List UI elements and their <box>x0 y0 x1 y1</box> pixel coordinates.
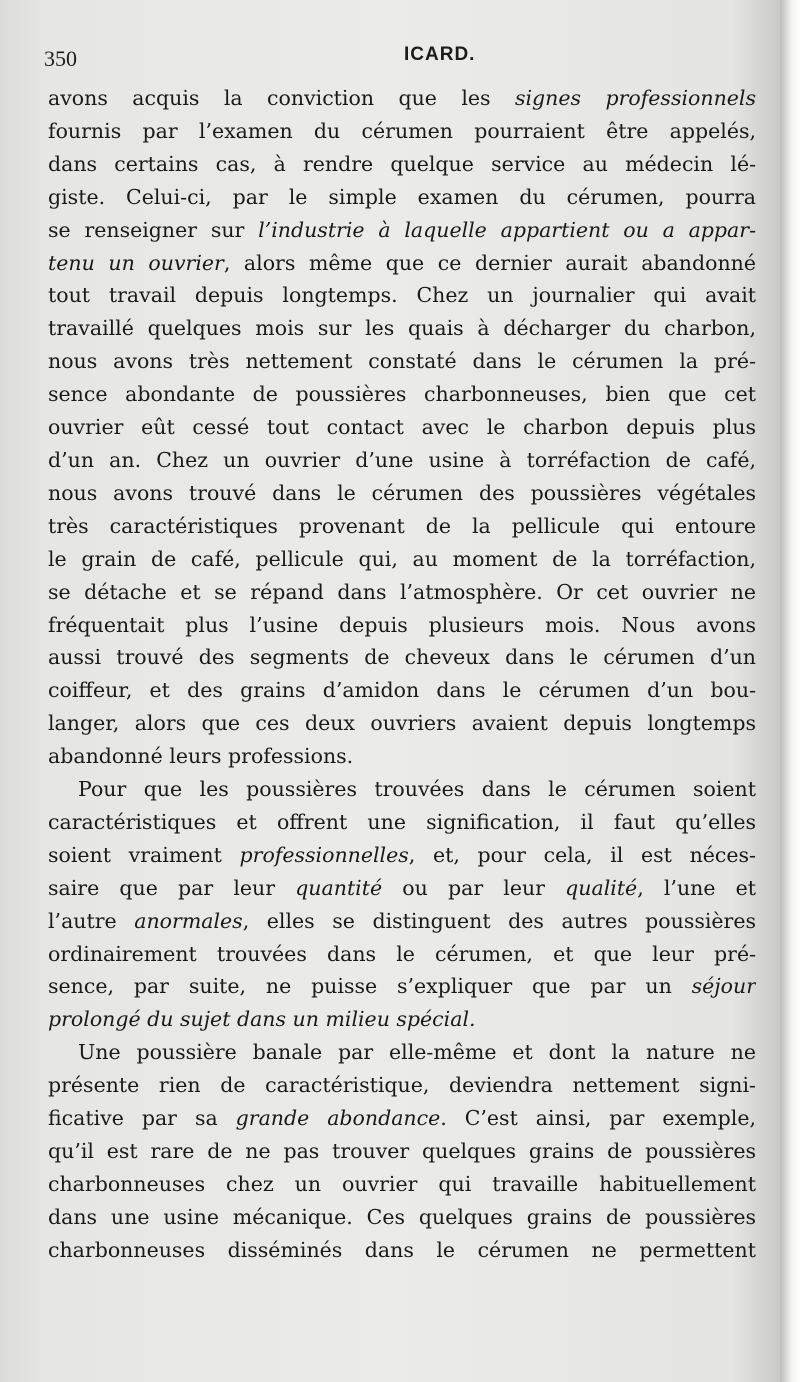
text-run: sence, par suite, ne puisse s’expliquer que par un <box>48 974 692 999</box>
text-run: , et, pour cela, il est néces- <box>408 842 756 867</box>
text-run: abandonné leurs professions. <box>48 744 354 769</box>
text-run: sence abondante de poussières charbonneuses, bien que cet <box>48 382 756 407</box>
paragraph <box>48 773 756 1036</box>
text-line <box>48 1003 756 1036</box>
italic-run: qualité <box>565 875 638 900</box>
text-line <box>48 773 756 806</box>
body-text <box>48 82 756 1267</box>
text-run: . C’est ainsi, par exemple, <box>440 1106 756 1131</box>
text-run: très caractéristiques provenant de la pellicule qui entoure <box>48 513 756 538</box>
italic-run: signes professionnels <box>514 86 756 110</box>
text-line <box>48 82 756 115</box>
italic-run: professionnelles <box>239 842 409 867</box>
text-run: , l’une et <box>637 875 756 900</box>
text-line <box>48 609 756 642</box>
italic-run: grande abondance <box>235 1106 441 1131</box>
text-line <box>48 1201 756 1234</box>
text-line <box>48 214 756 247</box>
text-run: Pour que les poussières trouvées dans le cérumen soient <box>78 777 756 802</box>
text-run: présente rien de caractéristique, deviendra nettement signi- <box>48 1073 756 1098</box>
text-line <box>48 1234 756 1267</box>
text-line <box>48 1168 756 1201</box>
text-line <box>48 247 756 280</box>
text-line <box>48 839 756 872</box>
text-run: ou par leur <box>382 875 566 900</box>
text-run: charbonneuses chez un ouvrier qui travaille habituellement <box>48 1171 756 1196</box>
text-run: dans certains cas, à rendre quelque service au médecin lé- <box>48 151 756 176</box>
text-line <box>48 312 756 345</box>
text-run: aussi trouvé des segments de cheveux dans le cérumen d’un <box>48 645 756 670</box>
text-run: le grain de café, pellicule qui, au moment de la torréfaction, <box>48 546 756 571</box>
paragraph <box>48 1036 756 1266</box>
text-run: ficative par sa <box>48 1106 236 1131</box>
italic-run: quantité <box>295 875 383 900</box>
text-line <box>48 148 756 181</box>
text-run: qu’il est rare de ne pas trouver quelques grains de poussières <box>48 1139 756 1163</box>
text-run: travaillé quelques mois sur les quais à décharger du charbon, <box>48 316 756 341</box>
text-line <box>48 411 756 444</box>
text-run: , alors même que ce dernier aurait abandonné <box>223 250 756 275</box>
text-run: giste. Celui-ci, par le simple examen du cérumen, pourra <box>48 184 756 209</box>
text-line <box>48 938 756 971</box>
text-run: fournis par l’examen du cérumen pourraient être appelés, <box>48 118 756 143</box>
page-edge <box>780 0 800 1382</box>
running-head: ICARD. <box>404 44 476 65</box>
italic-run: anormales <box>134 908 243 933</box>
text-line <box>48 872 756 905</box>
text-line <box>48 970 756 1003</box>
text-run: se renseigner sur <box>48 217 259 242</box>
text-line <box>48 543 756 576</box>
page-number: 350 <box>44 46 77 71</box>
italic-run: tenu un ouvrier <box>48 250 224 275</box>
italic-run: séjour <box>691 974 756 999</box>
italic-run: prolongé du sujet dans un milieu spécial. <box>48 1007 476 1032</box>
text-line <box>48 510 756 543</box>
text-line <box>48 707 756 740</box>
text-run: nous avons très nettement constaté dans le cérumen la pré- <box>48 349 756 374</box>
text-line <box>48 806 756 839</box>
text-line <box>48 115 756 148</box>
text-run: avons acquis la conviction que les <box>48 86 515 110</box>
text-line <box>48 1069 756 1102</box>
text-line <box>48 1036 756 1069</box>
text-run: Une poussière banale par elle-même et dont la nature ne <box>78 1040 756 1065</box>
text-line <box>48 576 756 609</box>
text-line <box>48 740 756 773</box>
text-run: dans une usine mécanique. Ces quelques grains de poussières <box>48 1204 756 1229</box>
text-line <box>48 1135 756 1168</box>
text-line <box>48 279 756 312</box>
text-run: coiffeur, et des grains d’amidon dans le cérumen d’un bou- <box>48 678 756 703</box>
text-run: se détache et se répand dans l’atmosphère. Or cet ouvrier ne <box>48 579 756 604</box>
text-run: langer, alors que ces deux ouvriers avaient depuis longtemps <box>48 711 756 736</box>
text-run: ordinairement trouvées dans le cérumen, et que leur pré- <box>48 941 756 966</box>
italic-run: l’industrie à laquelle appartient ou a appar- <box>258 217 756 242</box>
text-run: soient vraiment <box>48 842 240 867</box>
text-line <box>48 181 756 214</box>
text-line <box>48 674 756 707</box>
text-line <box>48 444 756 477</box>
text-run: d’un an. Chez un ouvrier d’une usine à torréfaction de café, <box>48 447 756 472</box>
paragraph <box>48 82 756 773</box>
text-run: fréquentait plus l’usine depuis plusieurs mois. Nous avons <box>48 612 756 637</box>
text-line <box>48 1102 756 1135</box>
text-run: caractéristiques et offrent une signification, il faut qu’elles <box>48 809 756 834</box>
page-header <box>44 42 754 72</box>
text-line <box>48 905 756 938</box>
text-run: ouvrier eût cessé tout contact avec le charbon depuis plus <box>48 415 756 440</box>
text-line <box>48 345 756 378</box>
text-run: l’autre <box>48 908 135 933</box>
text-run: saire que par leur <box>48 875 296 900</box>
text-run: tout travail depuis longtemps. Chez un journalier qui avait <box>48 283 756 308</box>
text-line <box>48 378 756 411</box>
text-run: charbonneuses disséminés dans le cérumen ne permettent <box>48 1237 756 1262</box>
text-run: , elles se distinguent des autres poussières <box>242 908 756 933</box>
text-run: nous avons trouvé dans le cérumen des poussières végétales <box>48 480 756 505</box>
text-line <box>48 641 756 674</box>
text-line <box>48 477 756 510</box>
